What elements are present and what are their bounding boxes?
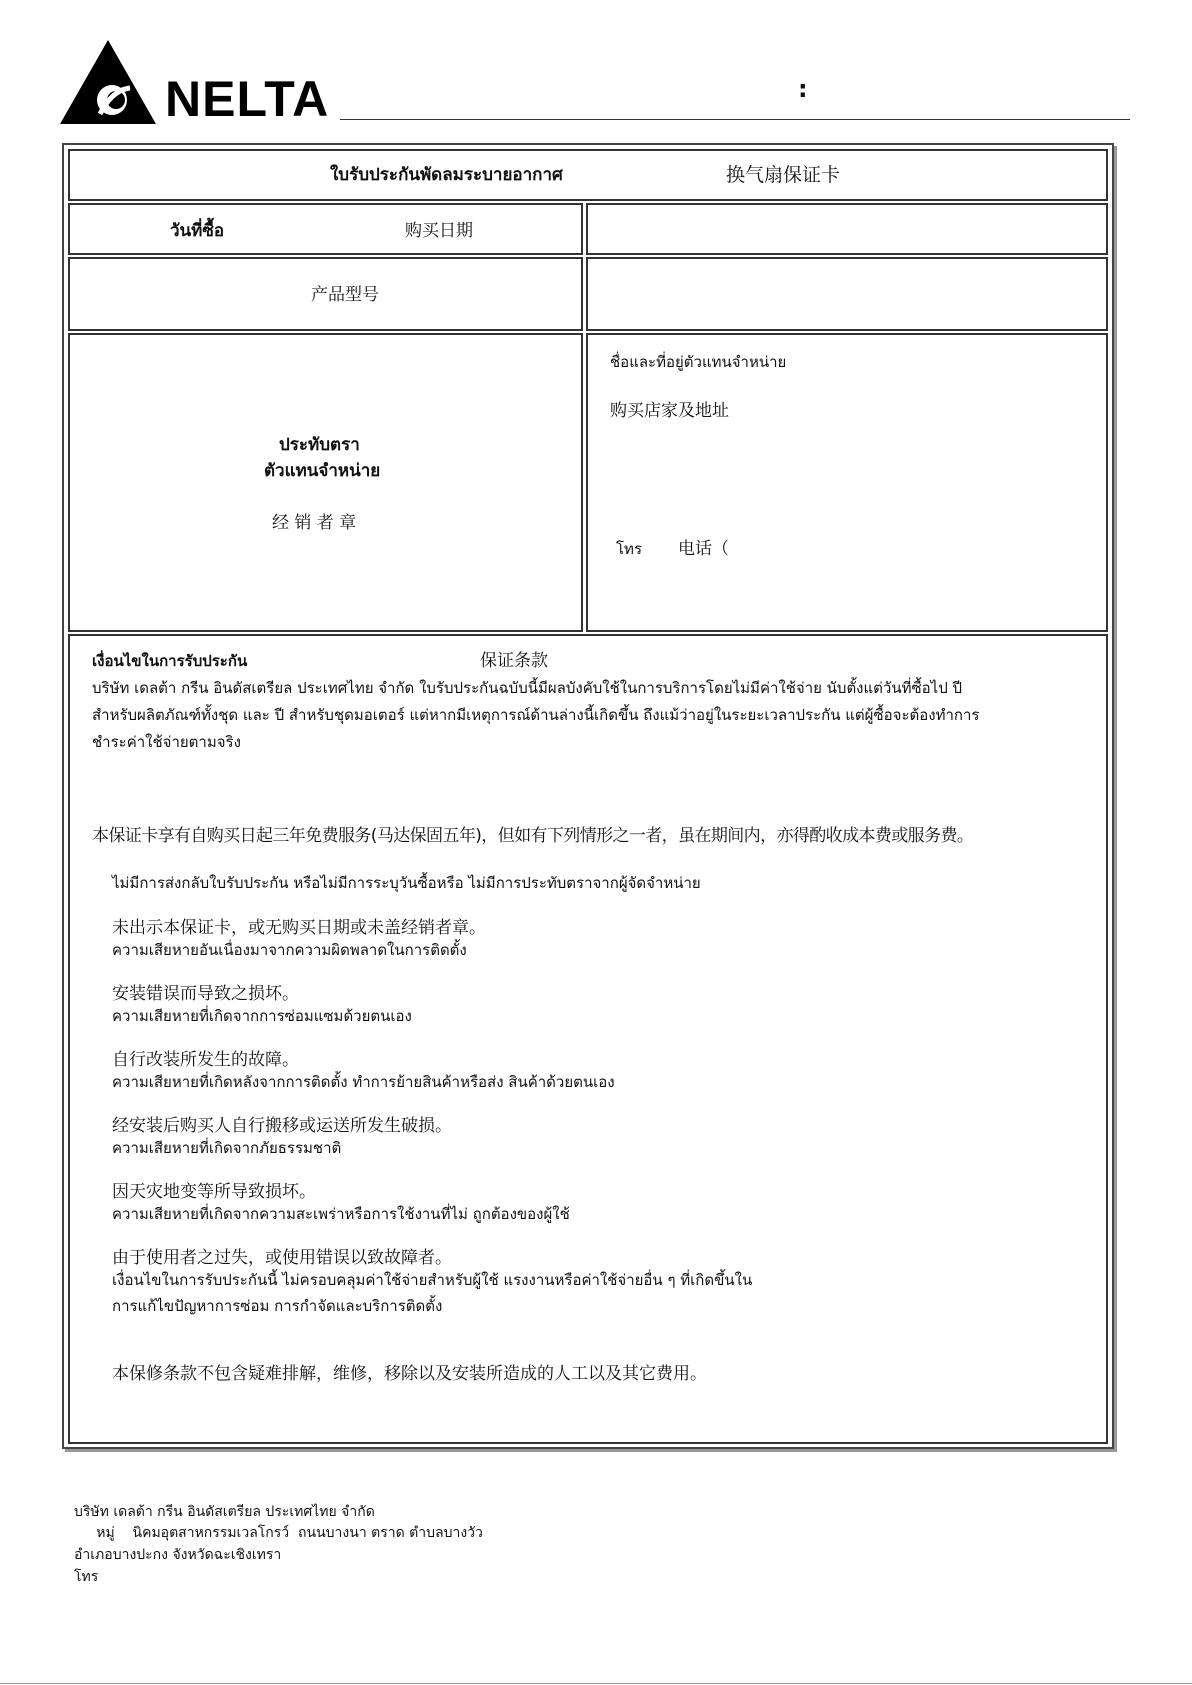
term-item-chinese: 因天灾地变等所导致损坏。	[112, 1182, 316, 1202]
model-label-cell	[68, 257, 583, 331]
stamp-chinese: 经 销 者 章	[272, 513, 357, 533]
dealer-stamp-cell[interactable]	[68, 333, 583, 632]
term-item-chinese: 安装错误而导致之损坏。	[112, 984, 299, 1004]
terms-closing-thai-line: เงื่อนไขในการรับประกันนี้ ไม่ครอบคลุมค่าใช้จ่ายสำหรับผู้ใช้ แรงงานหรือค่าใช้จ่ายอื่น ๆ ที่เกิดขึ้นใน	[112, 1271, 753, 1289]
terms-heading-chinese: 保证条款	[480, 651, 548, 671]
stamp-thai-line1: ประทับตรา	[279, 435, 360, 455]
footer-line: หมู่ นิคมอุตสาหกรรมเวลโกรว์ ถนนบางนา ตราด ตำบลบางวัว	[74, 1525, 483, 1541]
footer-line: โทร	[74, 1569, 99, 1585]
term-item-thai: ความเสียหายที่เกิดจากการซ่อมแซมด้วยตนเอง	[112, 1007, 412, 1025]
model-value-cell[interactable]	[586, 257, 1108, 331]
dealer-tel-thai: โทร	[616, 540, 643, 558]
purchase-date-chinese: 购买日期	[405, 221, 473, 241]
terms-intro-thai-line: สำหรับผลิตภัณฑ์ทั้งชุด และ ปี สำหรับชุดมอเตอร์ แต่หากมีเหตุการณ์ด้านล่างนี้เกิดขึ้น ถึงแม้ว่าอยู่ในระยะเวลาประกัน แต่ผู้ซื้อจะต้องทำการ	[92, 706, 980, 724]
terms-heading-thai: เงื่อนไขในการรับประกัน	[92, 652, 248, 670]
terms-cell	[68, 634, 1108, 1444]
terms-closing-thai-line: การแก้ไขปัญหาการซ่อม การกำจัดและบริการติดตั้ง	[112, 1297, 443, 1315]
term-item-chinese: 未出示本保证卡，或无购买日期或未盖经销者章。	[112, 918, 486, 938]
purchase-date-thai: วันที่ซื้อ	[170, 221, 225, 241]
stamp-thai-line2: ตัวแทนจำหน่าย	[264, 461, 381, 481]
title-chinese: 换气扇保证卡	[726, 164, 841, 186]
purchase-date-value-cell[interactable]	[586, 203, 1108, 255]
terms-intro-thai-line: ชำระค่าใช้จ่ายตามจริง	[92, 733, 241, 751]
dealer-chinese-label: 购买店家及地址	[610, 401, 729, 421]
term-item-thai: ความเสียหายที่เกิดหลังจากการติดตั้ง ทำการย้ายสินค้าหรือส่ง สินค้าด้วยตนเอง	[112, 1073, 615, 1091]
model-chinese: 产品型号	[311, 285, 379, 305]
terms-intro-thai-line: บริษัท เดลต้า กรีน อินดัสเตรียล ประเทศไทย จำกัด ใบรับประกันฉบับนี้มีผลบังคับใช้ในการบริการโดยไม่มีค่าใช้จ่าย นับตั้งแต่วันที่ซื้อไป ปี	[92, 679, 963, 697]
title-row	[68, 149, 1108, 201]
header-rule	[340, 119, 1130, 120]
dealer-tel-chinese: 电话（	[678, 539, 729, 559]
footer-line: อำเภอบางปะกง จังหวัดฉะเชิงเทรา	[74, 1547, 282, 1563]
term-item-chinese: 自行改装所发生的故障。	[112, 1050, 299, 1070]
term-item-thai: ความเสียหายที่เกิดจากภัยธรรมชาติ	[112, 1139, 342, 1157]
term-item-chinese: 经安装后购买人自行搬移或运送所发生破损。	[112, 1116, 452, 1136]
header-colon: :	[798, 75, 808, 103]
brand-wordmark: NELTA	[165, 71, 330, 127]
term-item-thai: ความเสียหายที่เกิดจากความสะเพร่าหรือการใช้งานที่ไม่ ถูกต้องของผู้ใช้	[112, 1205, 570, 1223]
terms-closing-chinese: 本保修条款不包含疑难排解，维修，移除以及安装所造成的人工以及其它费用。	[112, 1364, 707, 1384]
term-item-thai: ความเสียหายอันเนื่องมาจากความผิดพลาดในการติดตั้ง	[112, 941, 467, 959]
footer-line: บริษัท เดลต้า กรีน อินดัสเตรียล ประเทศไทย จำกัด	[74, 1504, 375, 1520]
dealer-thai-label: ชื่อและที่อยู่ตัวแทนจำหน่าย	[610, 353, 787, 371]
terms-intro-chinese: 本保证卡享有自购买日起三年免费服务(马达保固五年)，但如有下列情形之一者，虽在期间内，亦得酌收成本费或服务费。	[92, 826, 974, 846]
page-bottom-rule	[0, 1683, 1192, 1684]
dealer-info-cell[interactable]	[586, 333, 1108, 632]
purchase-date-label-cell	[68, 203, 583, 255]
term-item-thai: ไม่มีการส่งกลับใบรับประกัน หรือไม่มีการระบุวันซื้อหรือ ไม่มีการประทับตราจากผู้จัดจำหน่าย	[112, 874, 701, 892]
warranty-card-frame	[62, 143, 1114, 1449]
company-footer	[74, 1505, 674, 1595]
title-thai: ใบรับประกันพัดลมระบายอากาศ	[330, 165, 563, 185]
term-item-chinese: 由于使用者之过失，或使用错误以致故障者。	[112, 1248, 452, 1268]
